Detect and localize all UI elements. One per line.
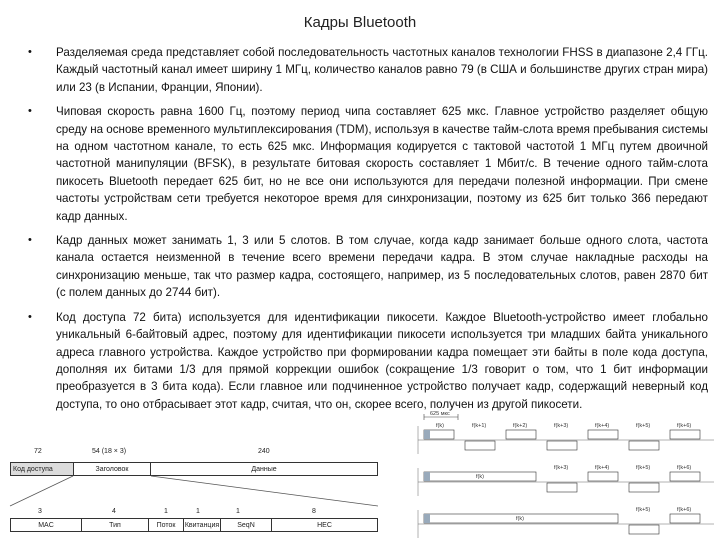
freq-label: f(k+4) <box>595 465 610 471</box>
mac-field: MAC <box>10 518 82 532</box>
freq-label: f(k) <box>476 474 484 480</box>
list-item <box>26 232 708 302</box>
type-field: Тип <box>81 518 149 532</box>
data-field: Данные <box>150 462 378 476</box>
freq-label: f(k+3) <box>554 423 569 429</box>
frame-structure-diagram <box>8 444 380 540</box>
freq-label: f(k+2) <box>513 423 528 429</box>
bullet-marker: • <box>28 234 32 247</box>
freq-label: f(k+5) <box>636 465 651 471</box>
header-field: Заголовок <box>73 462 151 476</box>
bullet-text: Чиповая скорость равна 1600 Гц, поэтому период чипа составляет 625 мкс. Главное устройство разделяет общую среду на основе временного мультиплексирования (TDM), используя в качестве тайм-слота время пребывания системы на одном частотном канале, то есть 625 мкс. Информация кодируется с тактовой частотой 1 МГц путем двоичной частотной манипуляции (BFSK), в результате битовая скорость составляет 1 Мбит/с. В течение одного тайм-слота пикосеть Bluetooth передает 625 бит, но не все они используются для передачи полезной информации. При смене частоты устройствам сети требуется некоторое время для синхронизации, поэтому из 625 бит только 366 передают кадр данных. <box>56 105 708 223</box>
freq-label: f(k+5) <box>636 423 651 429</box>
freq-label: f(k+6) <box>677 465 692 471</box>
data-size: 240 <box>258 448 270 455</box>
freq-label: f(k+3) <box>554 465 569 471</box>
bullet-text: Разделяемая среда представляет собой последовательность частотных каналов технологии FHSS в диапазоне 2,4 ГГц. Каждый частотный канал имеет ширину 1 МГц, количество каналов равно 79 (в США и большинстве других стран мира) или 23 (в Испании, Франции, Японии). <box>56 46 708 94</box>
bullet-marker: • <box>28 46 32 58</box>
freq-label: f(k+6) <box>677 507 692 513</box>
page-title: Кадры Bluetooth <box>303 14 417 31</box>
freq-label: f(k+6) <box>677 423 692 429</box>
slot-timing-diagram <box>396 410 718 540</box>
sub-size: 1 <box>164 508 168 515</box>
slot-duration-label: 625 мкс <box>430 411 450 417</box>
bullet-text: Кадр данных может занимать 1, 3 или 5 слотов. В том случае, когда кадр занимает больше одного слота, частота канала остается неизменной в течение всего времени передачи кадра. В этом случае накладные расходы на синхронизацию меньше, так что размер кадра, состоящего, например, из 5 последовательных слотов, равен 2870 бит (с полем данных до 2744 бит). <box>56 234 708 300</box>
sub-size: 1 <box>196 508 200 515</box>
timing-grid <box>396 410 718 540</box>
header-size: 54 (18 × 3) <box>92 448 127 455</box>
bullet-marker: • <box>28 310 32 323</box>
bullet-marker: • <box>28 105 32 118</box>
ack-field: Квитанция <box>183 518 221 532</box>
bullet-list <box>26 44 708 420</box>
sub-size: 3 <box>38 508 42 515</box>
sub-size: 1 <box>236 508 240 515</box>
access-code-size: 72 <box>34 448 42 455</box>
list-item <box>26 309 708 413</box>
access-code-field: Код доступа <box>10 462 74 476</box>
freq-label: f(k) <box>436 423 444 429</box>
sub-size: 8 <box>312 508 316 515</box>
hec-field: HEC <box>271 518 378 532</box>
freq-label: f(k+4) <box>595 423 610 429</box>
bullet-text: Код доступа 72 бита) используется для идентификации пикосети. Каждое Bluetooth-устройство имеет глобально уникальный 6-байтовый адрес, поэтому для идентификации пикосети используется три младших байта уникального адреса главного устройства. Каждое устройство при формировании кадра помещает эти байты в поле кода доступа, дополняя их битами 1/3 для прямой коррекции ошибок (сокращение 1/3 говорит о том, что 1 бит информации преобразуется в 3 бита кода). Если главное или подчиненное устройство получает кадр, содержащий неверный код доступа, то оно отбрасывает этот кадр, считая, что он, скорее всего, получен из другой пикосети. <box>56 310 708 411</box>
list-item <box>26 103 708 225</box>
freq-label: f(k) <box>516 516 524 522</box>
list-item <box>26 44 708 96</box>
sub-size: 4 <box>112 508 116 515</box>
freq-label: f(k+5) <box>636 507 651 513</box>
flow-field: Поток <box>148 518 184 532</box>
seqn-field: SeqN <box>220 518 272 532</box>
freq-label: f(k+1) <box>472 423 487 429</box>
